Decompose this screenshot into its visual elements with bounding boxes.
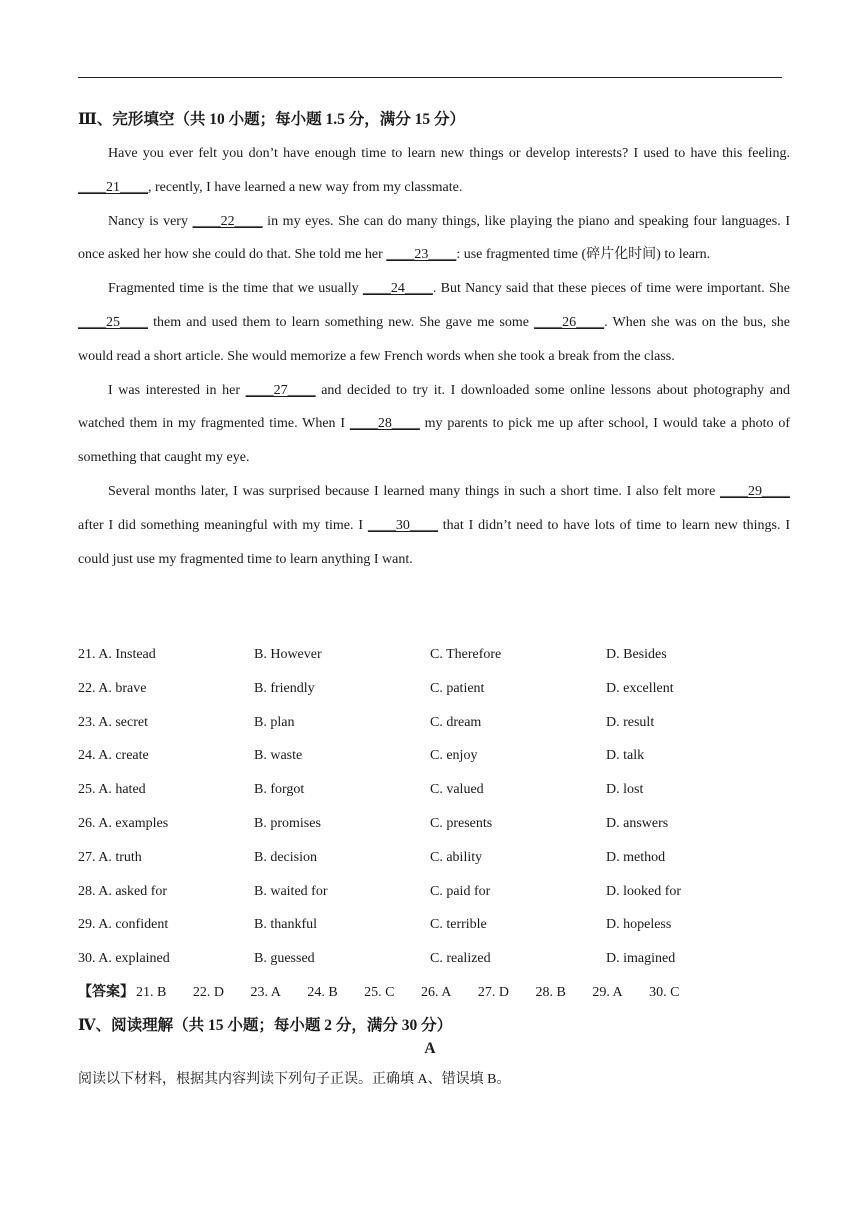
answer-item: 25. C [364, 985, 395, 1000]
section-title-reading: Ⅳ、阅读理解（共 15 小题；每小题 2 分，满分 30 分） [78, 1017, 453, 1034]
option-b: B. decision [254, 849, 317, 865]
passage-paragraph [78, 205, 790, 273]
passage-text: after I did something meaningful with my time. I [78, 517, 368, 533]
option-row-26 [78, 813, 790, 847]
option-b: B. However [254, 647, 322, 662]
answer-item: 23. A [250, 985, 281, 1000]
option-b: B. friendly [254, 680, 315, 696]
passage-text: in my eyes. She can do many things, like playing the piano and speaking four languages. I once asked her how she could do that. She told me her [78, 213, 790, 263]
blank-24: ____24____ [362, 281, 433, 297]
blank-29: ____29____ [720, 483, 790, 499]
answer-item: 29. A [592, 985, 623, 1000]
option-row-23 [78, 712, 790, 746]
answer-item: 26. A [421, 985, 452, 1000]
option-row-25 [78, 779, 790, 813]
reading-instruction: 阅读以下材料，根据其内容判读下列句子正误。正确填 A、错误填 B。 [78, 1072, 511, 1087]
option-c: C. valued [430, 782, 484, 798]
section-title-cloze: Ⅲ、完形填空（共 10 小题；每小题 1.5 分，满分 15 分） [78, 111, 466, 128]
option-c: C. dream [430, 714, 482, 730]
answer-item: 24. B [307, 985, 338, 1000]
option-b: B. thankful [254, 917, 317, 933]
option-c: C. Therefore [430, 647, 502, 662]
part-heading: A [424, 1040, 436, 1057]
passage-paragraph [78, 137, 790, 205]
passage-paragraph [78, 374, 790, 475]
blank-23: ____23____ [386, 247, 457, 263]
blank-22: ____22____ [192, 213, 263, 229]
option-d: D. method [606, 849, 666, 865]
option-a: 28. A. asked for [78, 883, 168, 899]
option-row-21 [78, 644, 790, 678]
header-rule [78, 77, 782, 78]
option-c: C. paid for [430, 883, 491, 899]
blank-27: ____27____ [245, 382, 316, 398]
passage-text: I was interested in her [108, 382, 246, 398]
option-row-30 [78, 948, 790, 982]
blank-30: ____30____ [367, 517, 438, 533]
option-d: D. looked for [606, 883, 682, 899]
option-b: B. guessed [254, 951, 315, 967]
option-row-27 [78, 847, 790, 881]
option-d: D. lost [606, 782, 644, 798]
option-row-22 [78, 678, 790, 712]
options-list [78, 644, 790, 982]
answer-label: 【答案】 [78, 985, 134, 1000]
passage-text: , recently, I have learned a new way from my classmate. [148, 179, 463, 195]
option-row-28 [78, 881, 790, 915]
option-a: 27. A. truth [78, 849, 142, 865]
answer-item: 27. D [477, 985, 509, 1000]
option-a: 26. A. examples [78, 815, 169, 831]
passage-text: my parents to pick me up after school, I would take a photo of something that caught my eye. [78, 416, 790, 466]
option-d: D. hopeless [606, 917, 672, 933]
option-c: C. enjoy [430, 748, 478, 764]
blank-28: ____28____ [349, 416, 420, 432]
passage-text: Several months later, I was surprised because I learned many things in such a short time. I also felt more [108, 483, 720, 499]
option-a: 29. A. confident [78, 917, 169, 933]
passage-text: : use fragmented time (碎片化时间) to learn. [456, 247, 711, 263]
passage-text: . But Nancy said that these pieces of time were important. She [432, 281, 790, 297]
passage-text: Have you ever felt you don’t have enough time to learn new things or develop interests? I used to have this feeling. [108, 146, 790, 161]
option-a: 24. A. create [78, 748, 149, 764]
option-d: D. imagined [606, 951, 676, 967]
blank-25: ____25____ [78, 314, 148, 330]
passage-text: and decided to try it. I downloaded some online lessons about photography and watched them in my fragmented time. When I [78, 382, 790, 432]
answer-item: 21. B [136, 985, 167, 1000]
answer-item: 28. B [535, 985, 566, 1000]
option-a: 23. A. secret [78, 714, 148, 730]
option-row-29 [78, 914, 790, 948]
passage-text: . When she was on the bus, she would read a short article. She would memorize a few French words when she took a break from the class. [78, 314, 791, 364]
option-b: B. promises [254, 815, 321, 831]
option-row-24 [78, 745, 790, 779]
option-c: C. patient [430, 680, 485, 696]
blank-21: ____21____ [78, 179, 148, 195]
option-c: C. presents [430, 815, 493, 831]
passage-paragraph [78, 272, 790, 373]
option-d: D. Besides [606, 647, 667, 662]
option-a: 22. A. brave [78, 680, 147, 696]
passage-text: that I didn’t need to have lots of time to learn new things. I could just use my fragmented time to learn anything I want. [78, 517, 791, 567]
option-a: 25. A. hated [78, 782, 146, 798]
blank-26: ____26____ [534, 314, 605, 330]
option-d: D. talk [606, 748, 645, 764]
option-d: D. excellent [606, 680, 674, 696]
option-c: C. ability [430, 849, 483, 865]
passage-paragraph [78, 475, 790, 576]
passage-text: them and used them to learn something new. She gave me some [148, 314, 535, 330]
option-b: B. waited for [254, 883, 328, 899]
option-a: 30. A. explained [78, 951, 170, 967]
option-b: B. plan [254, 714, 295, 730]
option-c: C. realized [430, 951, 491, 967]
answer-item: 22. D [192, 985, 224, 1000]
passage-text: Fragmented time is the time that we usually [108, 281, 363, 297]
cloze-passage [78, 137, 790, 576]
option-b: B. forgot [254, 782, 305, 798]
option-d: D. result [606, 714, 655, 730]
option-c: C. terrible [430, 917, 487, 933]
option-a: 21. A. Instead [78, 647, 156, 662]
option-b: B. waste [254, 748, 303, 764]
passage-text: Nancy is very [108, 213, 193, 229]
answer-key [78, 982, 706, 1004]
answer-item: 30. C [649, 985, 680, 1000]
option-d: D. answers [606, 815, 669, 831]
